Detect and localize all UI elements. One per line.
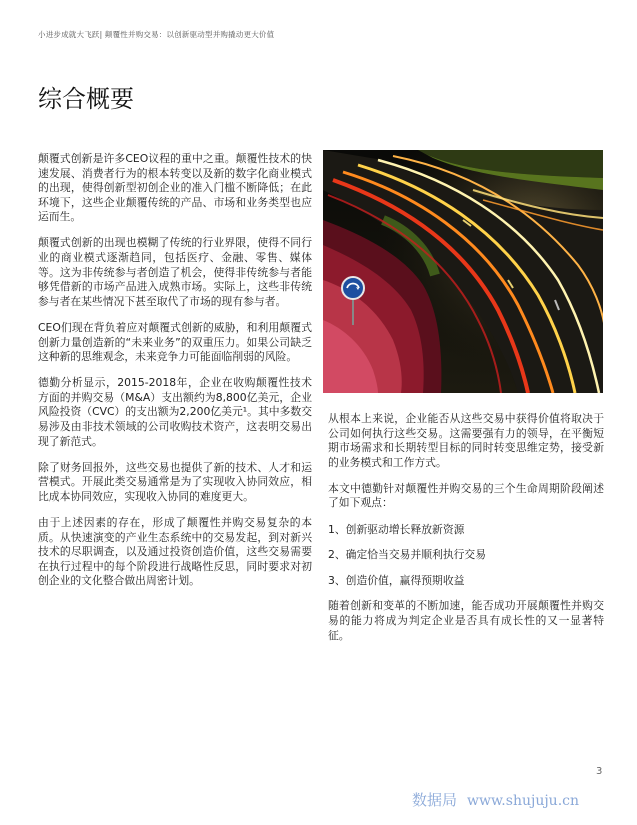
- body-paragraph: 随着创新和变革的不断加速，能否成功开展颠覆性并购交易的能力将成为判定企业是否具有成长性的又一显著特征。: [328, 599, 604, 642]
- body-paragraph: 除了财务回报外，这些交易也提供了新的技术、人才和运营模式。开展此类交易通常是为了实现收入协同效应，相比成本协同效应，实现收入协同的难度更大。: [38, 460, 312, 503]
- left-column: [38, 152, 312, 600]
- body-paragraph: 由于上述因素的存在，形成了颠覆性并购交易复杂的本质。从快速演变的产业生态系统中的交易发起，到对新兴技术的尽职调查，以及通过投资创造价值，这些交易需要在执行过程中的每个阶段进行战略性反思，同时要求对初创企业的文化整合做出周密计划。: [38, 515, 312, 588]
- page-title: 综合概要: [38, 85, 134, 113]
- watermark: [412, 789, 579, 810]
- watermark-url: www.shujuju.cn: [467, 793, 579, 809]
- body-paragraph: 颠覆式创新是许多CEO议程的重中之重。颠覆性技术的快速发展、消费者行为的根本转变以及新的数字化商业模式的出现，使得创新型初创企业的准入门槛不断降低；在此环境下，这些企业颠覆传统的产品、市场和业务类型也应运而生。: [38, 152, 312, 224]
- page-number: 3: [596, 766, 603, 777]
- watermark-brand: 数据局: [412, 791, 458, 809]
- list-item: 3、创造价值，赢得预期收益: [328, 573, 465, 587]
- right-column: [328, 412, 604, 655]
- body-paragraph: 颠覆式创新的出现也模糊了传统的行业界限，使得不同行业的商业模式逐渐趋同，包括医疗、金融、零售、媒体等。这为非传统参与者创造了机会，使得非传统参与者能够凭借新的市场产品进入成熟市场。实际上，这些非传统参与者在某些情况下甚至取代了市场的现有参与者。: [38, 236, 312, 308]
- body-paragraph: 德勤分析显示，2015-2018年，企业在收购颠覆性技术方面的并购交易（M&A）支出额约为8,800亿美元，企业风险投资（CVC）的支出额为2,200亿美元¹。其中多数交易涉及由非技术领域的公司收购技术资产，这表明交易出现了新范式。: [38, 376, 312, 448]
- body-paragraph: 从根本上来说，企业能否从这些交易中获得价值将取决于公司如何执行这些交易。这需要强有力的领导，在平衡短期市场需求和长期转型目标的同时转变思维定势，接受新的业务模式和工作方式。: [328, 412, 604, 469]
- running-header: 小进步成就大飞跃| 颠覆性并购交易：以创新驱动型并购撬动更大价值: [38, 30, 275, 39]
- list-item: 2、确定恰当交易并顺利执行交易: [328, 548, 487, 562]
- list-item: 1、创新驱动增长释放新资源: [328, 522, 465, 536]
- body-paragraph: 本文中德勤针对颠覆性并购交易的三个生命周期阶段阐述了如下观点：: [328, 481, 604, 510]
- body-paragraph: CEO们现在背负着应对颠覆式创新的威胁，和利用颠覆式创新力量创造新的“未来业务”的双重压力。如果公司缺乏这种新的思维观念，未来竞争力可能面临削弱的风险。: [38, 320, 312, 364]
- highway-light-trails-photo: [323, 150, 603, 393]
